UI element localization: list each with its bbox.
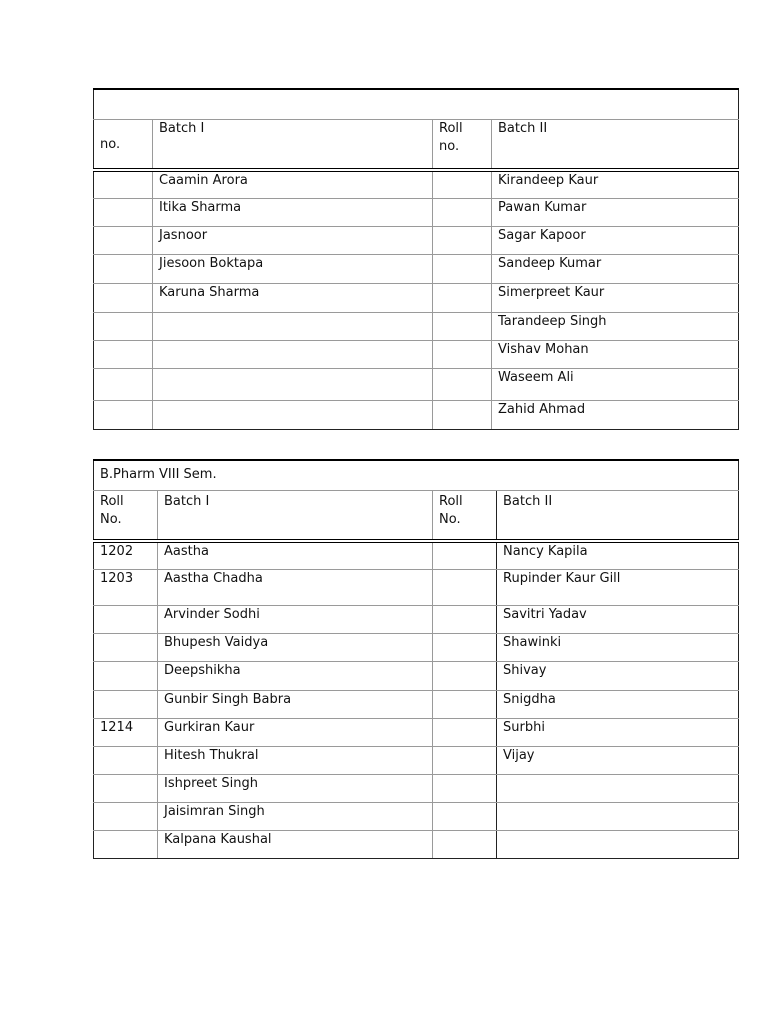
batch-1-name-cell: Jasnoor — [153, 226, 433, 254]
roll-no-cell — [94, 198, 153, 226]
batch-1-name-cell: Jaisimran Singh — [158, 802, 433, 830]
batch-2-name-cell: Pawan Kumar — [492, 198, 739, 226]
header-batch-1: Batch I — [158, 490, 433, 541]
batch-1-name-cell: Aastha — [158, 541, 433, 569]
batch-1-name-cell: Karuna Sharma — [153, 283, 433, 312]
table-row — [94, 774, 739, 802]
batch-2-name-cell: Savitri Yadav — [497, 605, 739, 633]
batch-1-name-cell: Gurkiran Kaur — [158, 718, 433, 746]
batch-table-1 — [93, 88, 739, 430]
table-title — [94, 89, 739, 119]
batch-2-name-cell: Surbhi — [497, 718, 739, 746]
batch-2-name-cell: Tarandeep Singh — [492, 312, 739, 340]
batch-2-name-cell: Rupinder Kaur Gill — [497, 569, 739, 605]
header-batch-2: Batch II — [492, 119, 739, 170]
roll-no-2-cell — [433, 283, 492, 312]
header-roll-no: Roll No. — [94, 490, 158, 541]
table-row — [94, 170, 739, 198]
batch-1-name-cell: Itika Sharma — [153, 198, 433, 226]
batch-2-name-cell: Kirandeep Kaur — [492, 170, 739, 198]
table-row — [94, 312, 739, 340]
header-row — [94, 490, 739, 541]
batch-1-name-cell: Deepshikha — [158, 661, 433, 690]
batch-2-name-cell: Snigdha — [497, 690, 739, 718]
table-title: B.Pharm VIII Sem. — [94, 460, 739, 490]
batch-1-name-cell: Hitesh Thukral — [158, 746, 433, 774]
header-row — [94, 119, 739, 170]
roll-no-cell — [94, 690, 158, 718]
table-title-row — [94, 89, 739, 119]
roll-no-2-cell — [433, 802, 497, 830]
roll-no-2-cell — [433, 605, 497, 633]
roll-no-cell — [94, 283, 153, 312]
roll-no-cell — [94, 400, 153, 429]
batch-2-name-cell: Nancy Kapila — [497, 541, 739, 569]
roll-no-cell — [94, 254, 153, 283]
batch-1-name-cell: Bhupesh Vaidya — [158, 633, 433, 661]
roll-no-2-cell — [433, 340, 492, 368]
roll-no-2-cell — [433, 170, 492, 198]
batch-2-name-cell: Vishav Mohan — [492, 340, 739, 368]
table-row — [94, 718, 739, 746]
roll-no-cell — [94, 368, 153, 400]
roll-no-cell: 1202 — [94, 541, 158, 569]
header-roll-no: no. — [94, 119, 153, 170]
roll-no-cell — [94, 605, 158, 633]
table-row — [94, 198, 739, 226]
batch-1-name-cell: Kalpana Kaushal — [158, 830, 433, 858]
batch-2-name-cell: Sagar Kapoor — [492, 226, 739, 254]
roll-no-cell — [94, 774, 158, 802]
table-row — [94, 254, 739, 283]
batch-1-name-cell: Arvinder Sodhi — [158, 605, 433, 633]
table-row — [94, 633, 739, 661]
batch-1-name-cell — [153, 312, 433, 340]
table-row — [94, 746, 739, 774]
table-row — [94, 690, 739, 718]
batch-2-name-cell: Zahid Ahmad — [492, 400, 739, 429]
roll-no-2-cell — [433, 569, 497, 605]
roll-no-2-cell — [433, 774, 497, 802]
roll-no-2-cell — [433, 718, 497, 746]
roll-no-cell — [94, 830, 158, 858]
table-row — [94, 802, 739, 830]
table-row — [94, 541, 739, 569]
roll-no-cell: 1203 — [94, 569, 158, 605]
batch-1-name-cell: Ishpreet Singh — [158, 774, 433, 802]
batch-1-name-cell: Aastha Chadha — [158, 569, 433, 605]
batch-table-2 — [93, 459, 739, 859]
roll-no-cell — [94, 633, 158, 661]
roll-no-2-cell — [433, 541, 497, 569]
roll-no-2-cell — [433, 198, 492, 226]
roll-no-2-cell — [433, 254, 492, 283]
roll-no-2-cell — [433, 633, 497, 661]
header-batch-1: Batch I — [153, 119, 433, 170]
batch-2-name-cell: Sandeep Kumar — [492, 254, 739, 283]
roll-no-2-cell — [433, 830, 497, 858]
roll-no-cell — [94, 340, 153, 368]
roll-no-cell: 1214 — [94, 718, 158, 746]
roll-no-2-cell — [433, 690, 497, 718]
table-title-row — [94, 460, 739, 490]
roll-no-2-cell — [433, 312, 492, 340]
roll-no-2-cell — [433, 226, 492, 254]
table-row — [94, 226, 739, 254]
roll-no-2-cell — [433, 746, 497, 774]
table-row — [94, 340, 739, 368]
roll-no-cell — [94, 661, 158, 690]
roll-no-2-cell — [433, 368, 492, 400]
batch-2-name-cell: Waseem Ali — [492, 368, 739, 400]
batch-1-name-cell: Jiesoon Boktapa — [153, 254, 433, 283]
batch-2-name-cell: Simerpreet Kaur — [492, 283, 739, 312]
batch-2-name-cell — [497, 830, 739, 858]
table-row — [94, 661, 739, 690]
batch-2-name-cell: Shawinki — [497, 633, 739, 661]
batch-1-name-cell: Gunbir Singh Babra — [158, 690, 433, 718]
batch-2-name-cell: Shivay — [497, 661, 739, 690]
batch-1-name-cell: Caamin Arora — [153, 170, 433, 198]
batch-1-name-cell — [153, 340, 433, 368]
batch-1-name-cell — [153, 368, 433, 400]
table-row — [94, 400, 739, 429]
roll-no-cell — [94, 802, 158, 830]
roll-no-2-cell — [433, 400, 492, 429]
table-row — [94, 569, 739, 605]
header-roll-no-2: Roll no. — [433, 119, 492, 170]
roll-no-2-cell — [433, 661, 497, 690]
header-roll-no-2: Roll No. — [433, 490, 497, 541]
batch-1-name-cell — [153, 400, 433, 429]
batch-2-name-cell — [497, 774, 739, 802]
roll-no-cell — [94, 170, 153, 198]
roll-no-cell — [94, 226, 153, 254]
header-batch-2: Batch II — [497, 490, 739, 541]
table-row — [94, 368, 739, 400]
table-row — [94, 283, 739, 312]
table-row — [94, 605, 739, 633]
batch-2-name-cell: Vijay — [497, 746, 739, 774]
roll-no-cell — [94, 746, 158, 774]
table-row — [94, 830, 739, 858]
roll-no-cell — [94, 312, 153, 340]
batch-2-name-cell — [497, 802, 739, 830]
